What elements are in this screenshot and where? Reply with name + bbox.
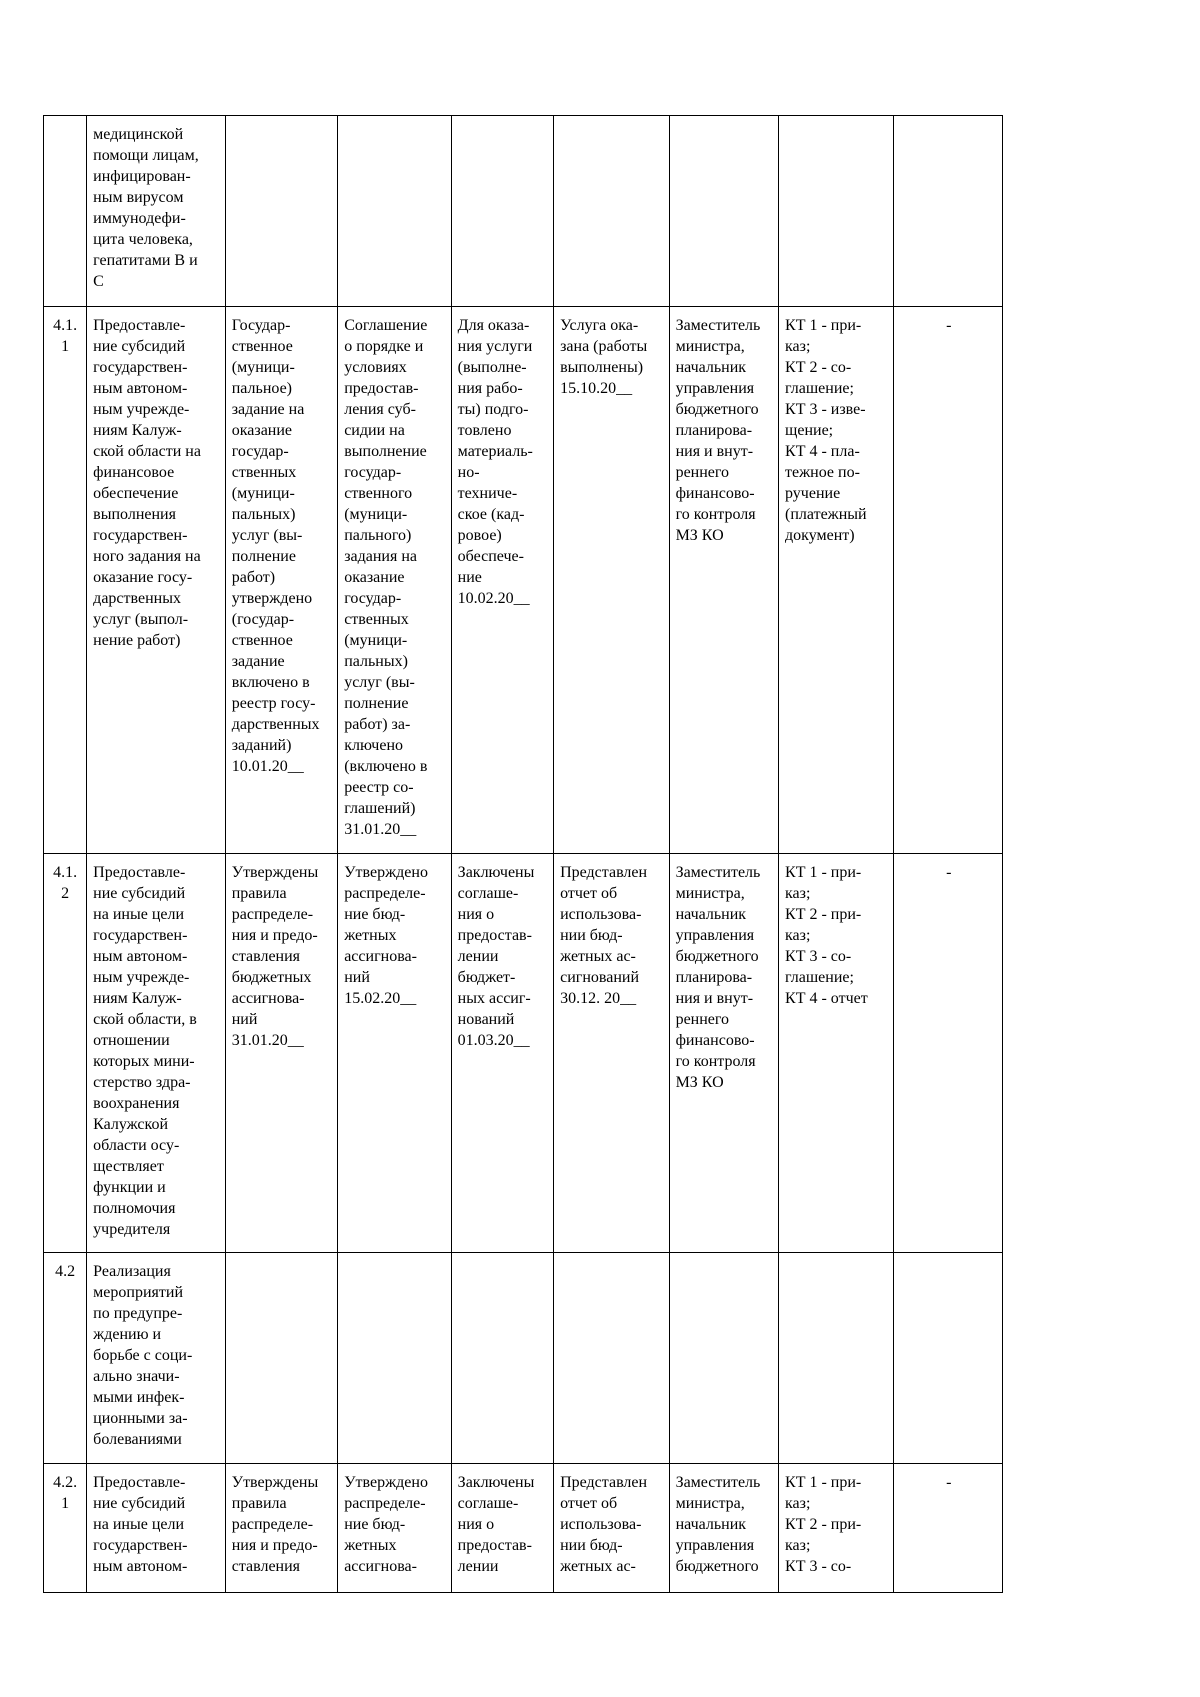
kt-documents — [779, 116, 894, 307]
kt-documents — [779, 1253, 894, 1464]
control-point-2 — [338, 1253, 451, 1464]
extra-column: - — [894, 307, 1003, 854]
control-point-4 — [554, 1253, 669, 1464]
kt-documents: КТ 1 - при- каз; КТ 2 - при- каз; КТ 3 - со- глашение; КТ 4 - отчет — [779, 854, 894, 1253]
row-number: 4.1. 1 — [44, 307, 87, 854]
control-point-2 — [338, 116, 451, 307]
control-point-4: Услуга ока- зана (работы выполнены) 15.10.20__ — [554, 307, 669, 854]
table-row — [44, 116, 1003, 307]
kt-documents: КТ 1 - при- каз; КТ 2 - при- каз; КТ 3 - со- — [779, 1464, 894, 1593]
responsible-person — [669, 1253, 778, 1464]
event-name: Реализация мероприятий по предупре- ждению и борьбе с соци- ально значи- мыми инфек- ционными за- болеваниями — [87, 1253, 226, 1464]
row-number: 4.2. 1 — [44, 1464, 87, 1593]
responsible-person: Заместитель министра, начальник управления бюджетного — [669, 1464, 778, 1593]
table-row — [44, 1253, 1003, 1464]
control-point-2: Соглашение о порядке и условиях предостав- ления суб- сидии на выполнение государ- ственного (муници- пального) задания на оказание государ- ственных (муници- пальных) услуг (вы- полнение работ) за- ключено (включено в реестр со- глашений) 31.01.20__ — [338, 307, 451, 854]
control-point-3 — [451, 116, 553, 307]
row-number: 4.1. 2 — [44, 854, 87, 1253]
control-point-2: Утверждено распределе- ние бюд- жетных ассигнова- ний 15.02.20__ — [338, 854, 451, 1253]
control-point-1 — [225, 116, 337, 307]
control-point-1 — [225, 1253, 337, 1464]
event-name: Предоставле- ние субсидий государствен- ным автоном- ным учрежде- ниям Калуж- ской области на финансовое обеспечение выполнения государствен- ного задания на оказание госу- дарственных услуг (выпол- нение работ) — [87, 307, 226, 854]
table-row — [44, 307, 1003, 854]
control-point-3: Для оказа- ния услуги (выполне- ния рабо- ты) подго- товлено материаль- но- техниче- ское (кад- ровое) обеспече- ние 10.02.20__ — [451, 307, 553, 854]
row-number: 4.2 — [44, 1253, 87, 1464]
control-point-4: Представлен отчет об использова- нии бюд- жетных ас- — [554, 1464, 669, 1593]
control-point-1: Государ- ственное (муници- пальное) задание на оказание государ- ственных (муници- пальных) услуг (вы- полнение работ) утверждено (государ- ственное задание включено в реестр госу- дарственных заданий) 10.01.20__ — [225, 307, 337, 854]
responsible-person — [669, 116, 778, 307]
table-row — [44, 854, 1003, 1253]
control-point-4 — [554, 116, 669, 307]
control-point-3 — [451, 1253, 553, 1464]
control-point-4: Представлен отчет об использова- нии бюд- жетных ас- сигнований 30.12. 20__ — [554, 854, 669, 1253]
event-name: Предоставле- ние субсидий на иные цели государствен- ным автоном- ным учрежде- ниям Калуж- ской области, в отношении которых мини- стерство здра- воохранения Калужской области осу- ществляет функции и полномочия учредителя — [87, 854, 226, 1253]
extra-column: - — [894, 1464, 1003, 1593]
control-point-3: Заключены соглаше- ния о предостав- лении — [451, 1464, 553, 1593]
responsible-person: Заместитель министра, начальник управления бюджетного планирова- ния и внут- реннего финансово- го контроля МЗ КО — [669, 307, 778, 854]
control-point-1: Утверждены правила распределе- ния и предо- ставления — [225, 1464, 337, 1593]
kt-documents: КТ 1 - при- каз; КТ 2 - со- глашение; КТ 3 - изве- щение; КТ 4 - пла- тежное по- ручение (платежный документ) — [779, 307, 894, 854]
control-point-3: Заключены соглаше- ния о предостав- лении бюджет- ных ассиг- нований 01.03.20__ — [451, 854, 553, 1253]
row-number — [44, 116, 87, 307]
event-name: Предоставле- ние субсидий на иные цели государствен- ным автоном- — [87, 1464, 226, 1593]
table-row — [44, 1464, 1003, 1593]
responsible-person: Заместитель министра, начальник управления бюджетного планирова- ния и внут- реннего финансово- го контроля МЗ КО — [669, 854, 778, 1253]
event-name: медицинской помощи лицам, инфицирован- ным вирусом иммунодефи- цита человека, гепатитами В и С — [87, 116, 226, 307]
extra-column: - — [894, 854, 1003, 1253]
plan-table — [43, 115, 1003, 1593]
extra-column — [894, 1253, 1003, 1464]
extra-column — [894, 116, 1003, 307]
control-point-2: Утверждено распределе- ние бюд- жетных ассигнова- — [338, 1464, 451, 1593]
control-point-1: Утверждены правила распределе- ния и предо- ставления бюджетных ассигнова- ний 31.01.20__ — [225, 854, 337, 1253]
